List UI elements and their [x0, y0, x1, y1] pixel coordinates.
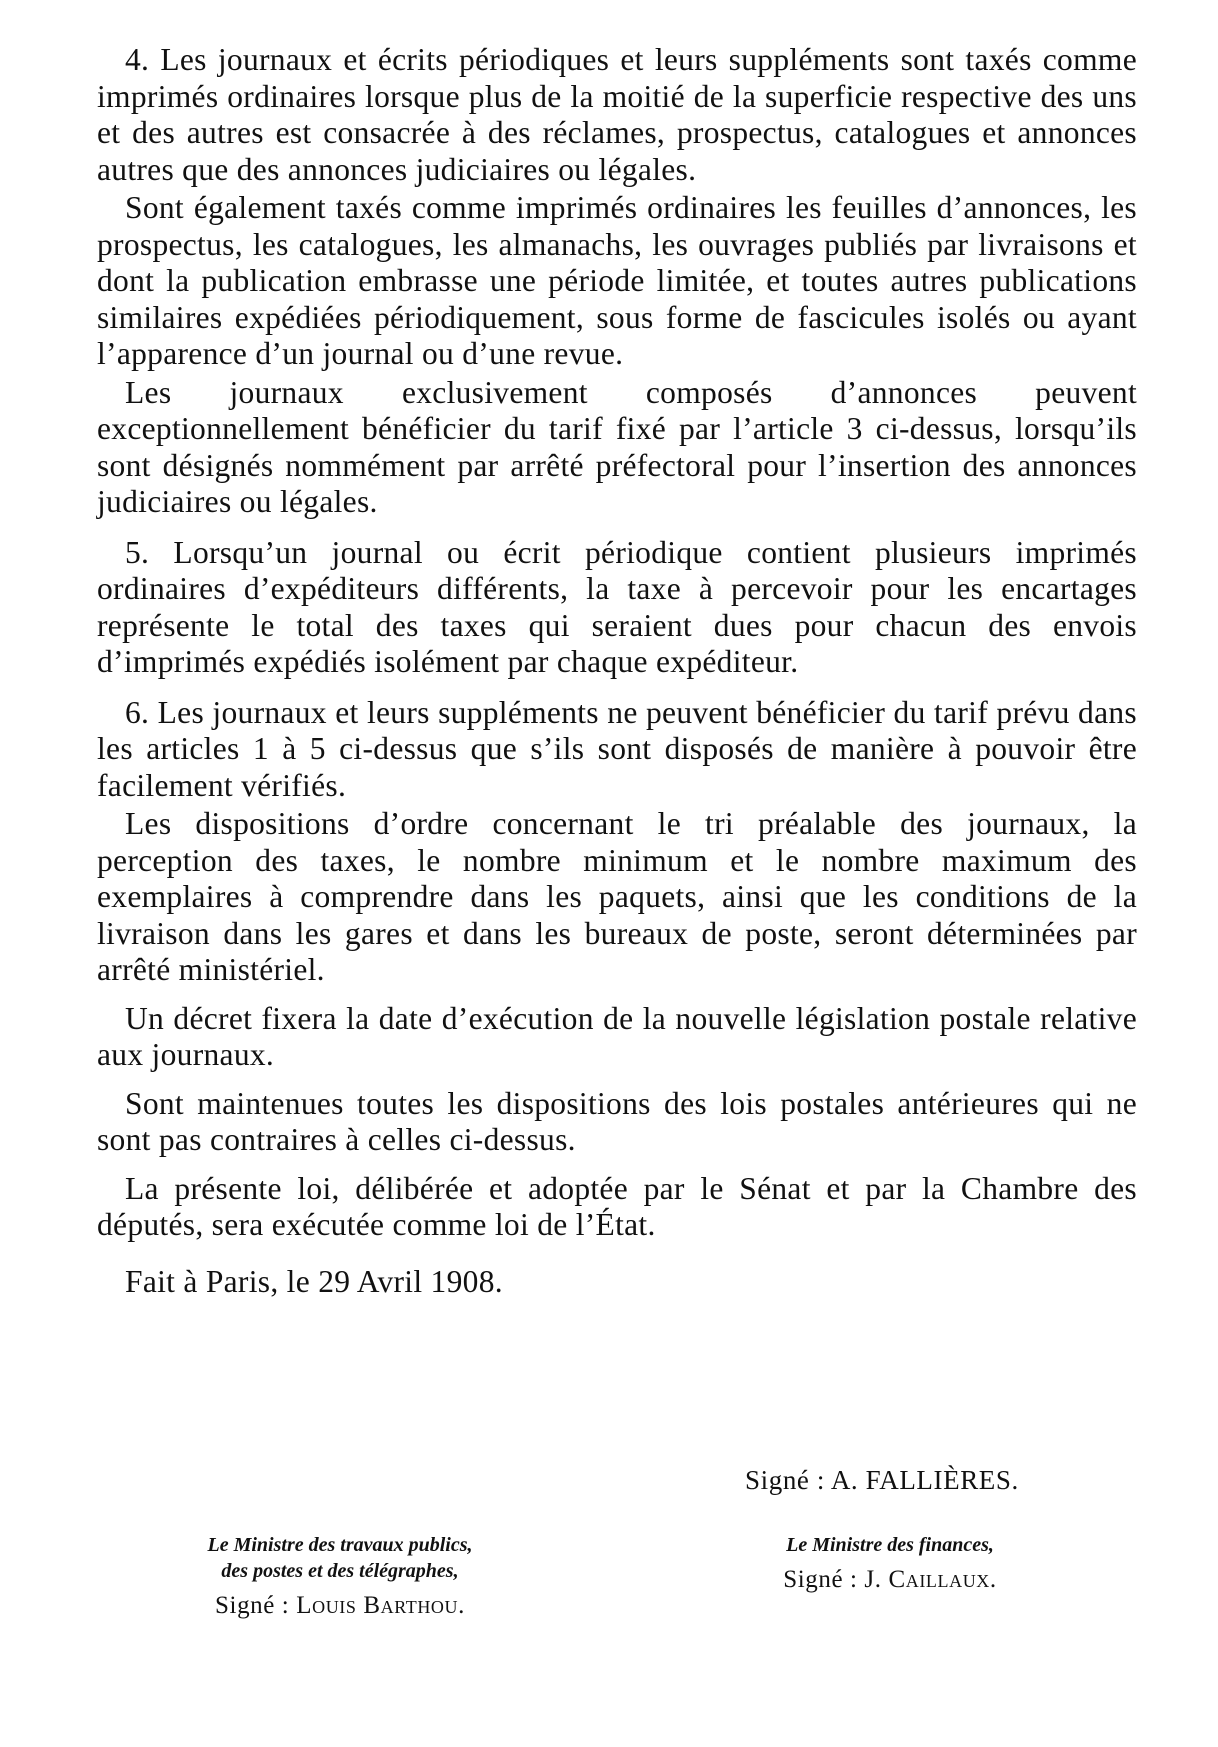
signatory-name: J. Caillaux.	[864, 1566, 997, 1593]
decree-paragraph: Un décret fixera la date d’exécution de la nouvelle législation postale relative aux journaux.	[97, 1000, 1137, 1072]
minister-public-works-signature	[150, 1592, 530, 1620]
minister-public-works-block	[150, 1532, 530, 1620]
enactment-paragraph: La présente loi, délibérée et adoptée par le Sénat et par la Chambre des députés, sera exécutée comme loi de l’État.	[97, 1170, 1137, 1242]
article-5-paragraph: 5. Lorsqu’un journal ou écrit périodique contient plusieurs imprimés ordinaires d’expéditeurs différents, la taxe à percevoir pour les encartages représente le total des taxes qui seraient dues pour chacun des envois d’imprimés expédiés isolément par chaque expéditeur.	[97, 534, 1137, 679]
minister-finances-title: Le Ministre des finances,	[786, 1534, 994, 1556]
article-4-ordinary-prints-paragraph: Sont également taxés comme imprimés ordinaires les feuilles d’annonces, les prospectus, les catalogues, les almanachs, les ouvrages publiés par livraisons et dont la publication embrasse une période limitée, et toutes autres publications similaires expédiées périodiquement, sous forme de fascicules isolés ou ayant l’apparence d’un journal ou d’une revue.	[97, 190, 1137, 371]
minister-public-works-title-line2: des postes et des télégraphes,	[221, 1560, 459, 1582]
minister-finances-block	[740, 1532, 1040, 1594]
minister-finances-signature	[740, 1566, 1040, 1594]
law-text	[97, 42, 1137, 1300]
signed-label: Signé :	[215, 1592, 297, 1619]
date-place-line: Fait à Paris, le 29 Avril 1908.	[125, 1263, 503, 1299]
president-signature: Signé : A. FALLIÈRES.	[745, 1465, 1019, 1495]
article-6-paragraph: 6. Les journaux et leurs suppléments ne peuvent bénéficier du tarif prévu dans les articles 1 à 5 ci-dessus que s’ils sont disposés de manière à pouvoir être facilement vérifiés.	[97, 694, 1137, 803]
maintained-provisions-paragraph: Sont maintenues toutes les dispositions des lois postales antérieures qui ne sont pas contraires à celles ci-dessus.	[97, 1085, 1137, 1157]
article-4-exception-paragraph: Les journaux exclusivement composés d’annonces peuvent exceptionnellement bénéficier du tarif fixé par l’article 3 ci-dessus, lorsqu’ils sont désignés nommément par arrêté préfectoral pour l’insertion des annonces judiciaires ou légales.	[97, 374, 1137, 519]
minister-public-works-title-line1: Le Ministre des travaux publics,	[207, 1534, 473, 1556]
signed-label: Signé :	[783, 1566, 865, 1593]
signatory-name: Louis Barthou.	[296, 1592, 465, 1619]
article-4-paragraph: 4. Les journaux et écrits périodiques et leurs suppléments sont taxés comme imprimés ordinaires lorsque plus de la moitié de la superficie respective des uns et des autres est consacrée à des réclames, prospectus, catalogues et annonces autres que des annonces judiciaires ou légales.	[97, 42, 1137, 187]
article-6-provisions-paragraph: Les dispositions d’ordre concernant le tri préalable des journaux, la perception des taxes, le nombre minimum et le nombre maximum des exemplaires à comprendre dans les paquets, ainsi que les conditions de la livraison dans les gares et dans les bureaux de poste, seront déterminées par arrêté ministériel.	[97, 806, 1137, 987]
